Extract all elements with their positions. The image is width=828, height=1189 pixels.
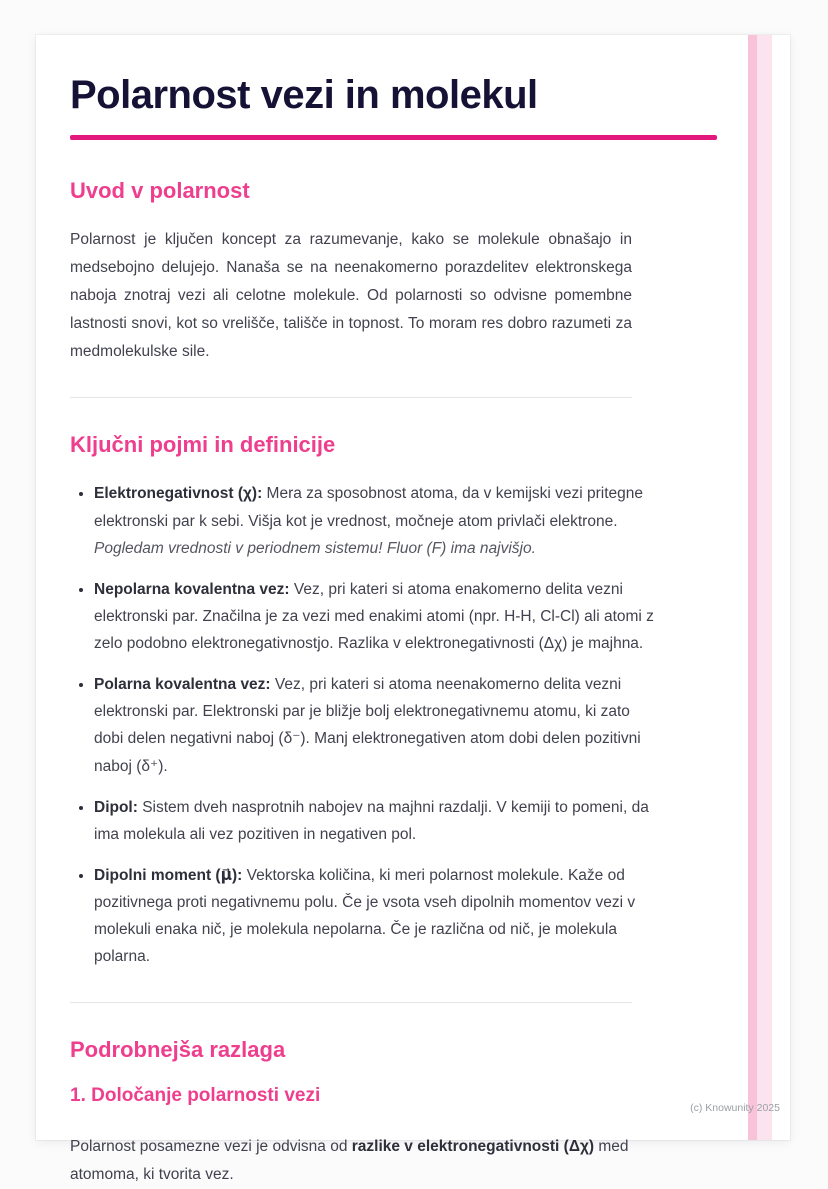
detail-subheading: 1. Določanje polarnosti vezi: [70, 1085, 321, 1107]
title-underline-rule: [70, 135, 717, 140]
detail-paragraph-post: med atomoma, ki tvorita vez.: [70, 1138, 629, 1184]
term-name: Polarna kovalentna vez:: [94, 676, 271, 694]
section-detailed-explanation: [70, 1037, 754, 1189]
list-item-nepolarna-vez: [94, 576, 656, 657]
term-name: Dipolni moment (μ⃗):: [94, 866, 243, 884]
intro-paragraph: Polarnost je ključen koncept za razumevanje, kako se molekule obnašajo in medsebojno delujejo. Nanaša se na neenakomerno porazdelitev elektronskega naboja znotraj vezi ali celotne molekule. Od polarnosti so odvisne pomembne lastnosti snovi, kot so vrelišče, tališče in topnost. To moram res dobro razumeti za medmolekulske sile.: [70, 231, 632, 360]
detail-heading: Podrobnejša razlaga: [70, 1037, 286, 1063]
section-intro: [70, 178, 754, 365]
term-definition: Vektorska količina, ki meri polarnost molekule. Kaže od pozitivnega proti negativnemu polu. Če je vsota vseh dipolnih momentov vezi v molekuli enaka nič, je molekula nepolarna. Če je različna od nič, je molekula polarna.: [94, 866, 636, 966]
list-item-dipol: [94, 794, 656, 848]
section-divider: [70, 397, 632, 398]
term-personal-note: Pogledam vrednosti v periodnem sistemu! Fluor (F) ima najvišjo.: [94, 539, 536, 557]
detail-paragraph: [70, 1133, 632, 1189]
document-page: [36, 35, 790, 1184]
detail-paragraph-pre: Polarnost posamezne vezi je odvisna od: [70, 1138, 352, 1156]
section-key-terms: [70, 432, 754, 970]
section-divider: [70, 1002, 632, 1003]
list-item-elektronegativnost: [94, 480, 656, 561]
copyright-watermark: (c) Knowunity 2025: [690, 1102, 780, 1114]
intro-heading: Uvod v polarnost: [70, 178, 250, 203]
list-item-polarna-vez: [94, 671, 656, 780]
terms-heading: Ključni pojmi in definicije: [70, 432, 336, 458]
term-definition: Sistem dveh nasprotnih nabojev na majhni razdalji. V kemiji to pomeni, da ima molekula ali vez pozitiven in negativen pol.: [94, 798, 649, 843]
page-content: [36, 35, 790, 1189]
term-name: Elektronegativnost (χ):: [94, 485, 263, 503]
term-definition: Mera za sposobnost atoma, da v kemijski vezi pritegne elektronski par k sebi. Višja kot je vrednost, močneje atom privlači elektrone.: [94, 485, 644, 530]
page-title: Polarnost vezi in molekul: [70, 73, 538, 117]
terms-bullet-list: [70, 480, 656, 970]
term-name: Dipol:: [94, 798, 138, 816]
term-definition: Vez, pri kateri si atoma neenakomerno delita vezni elektronski par. Elektronski par je bližje bolj elektronegativnemu atomu, ki zato dobi delen negativni naboj (δ⁻). Manj elektronegativen atom dobi delen pozitivni naboj (δ⁺).: [94, 676, 641, 775]
term-definition: Vez, pri kateri si atoma enakomerno delita vezni elektronski par. Značilna je za vezi med enakimi atomi (npr. H-H, Cl-Cl) ali atomi z zelo podobno elektronegativnostjo. Razlika v elektronegativnosti (Δχ) je majhna.: [94, 580, 654, 653]
list-item-dipolni-moment: [94, 862, 656, 971]
term-name: Nepolarna kovalentna vez:: [94, 580, 290, 598]
detail-paragraph-bold: razlike v elektronegativnosti (Δχ): [351, 1138, 595, 1156]
